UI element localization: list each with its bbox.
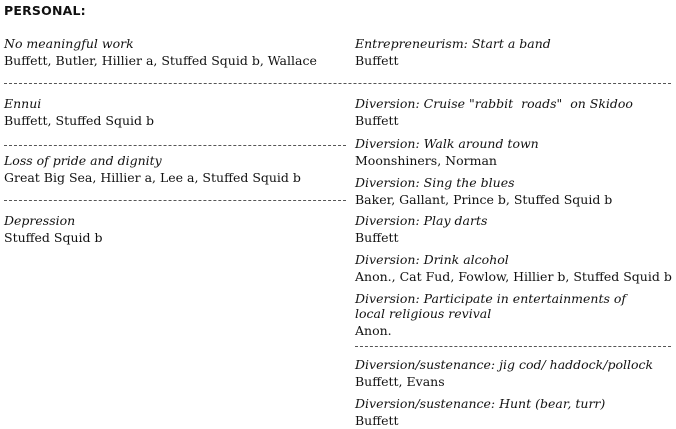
dashed-divider [4, 83, 671, 84]
source-list: Stuffed Squid b [4, 230, 103, 245]
source-list: Great Big Sea, Hillier a, Lee a, Stuffed Squid b [4, 170, 301, 185]
list-item [4, 36, 317, 68]
list-item [355, 357, 653, 389]
source-list: Buffett, Butler, Hillier a, Stuffed Squid b, Wallace [4, 53, 317, 68]
category-label: Diversion: Cruise "rabbit roads" on Skidoo [355, 96, 633, 111]
source-list: Anon. [355, 323, 392, 338]
list-item [4, 213, 102, 245]
list-item [355, 213, 487, 245]
list-item [355, 291, 626, 338]
category-label-line-2: local religious revival [355, 306, 492, 321]
category-label: Loss of pride and dignity [4, 153, 162, 168]
category-label: Depression [4, 213, 76, 228]
source-list: Buffett, Evans [355, 374, 445, 389]
category-label: Entrepreneurism: Start a band [355, 36, 551, 51]
category-label: Diversion: Drink alcohol [355, 252, 509, 267]
list-item [355, 36, 551, 68]
source-list: Buffett, Stuffed Squid b [4, 113, 154, 128]
dashed-divider [4, 200, 346, 201]
source-list: Buffett [355, 113, 399, 128]
source-list: Moonshiners, Norman [355, 153, 497, 168]
list-item [355, 136, 539, 168]
list-item [4, 96, 154, 128]
category-label: Ennui [4, 96, 42, 111]
source-list: Anon., Cat Fud, Fowlow, Hillier b, Stuffed Squid b [355, 269, 672, 284]
category-label: Diversion: Play darts [355, 213, 488, 228]
category-label: Diversion/sustenance: Hunt (bear, turr) [355, 396, 606, 411]
source-list: Baker, Gallant, Prince b, Stuffed Squid b [355, 192, 613, 207]
category-label: Diversion: Sing the blues [355, 175, 515, 190]
list-item [355, 96, 633, 128]
category-label-line-1: Diversion: Participate in entertainments of [355, 291, 627, 306]
category-label: No meaningful work [4, 36, 134, 51]
source-list: Buffett [355, 413, 399, 428]
source-list: Buffett [355, 53, 399, 68]
list-item [355, 175, 612, 207]
list-item [355, 252, 672, 284]
category-label: Diversion/sustenance: jig cod/ haddock/pollock [355, 357, 654, 372]
dashed-divider [355, 346, 671, 347]
section-heading: PERSONAL: [4, 3, 86, 18]
list-item [355, 396, 605, 428]
list-item [4, 153, 301, 185]
dashed-divider [4, 145, 346, 146]
source-list: Buffett [355, 230, 399, 245]
category-label: Diversion: Walk around town [355, 136, 539, 151]
